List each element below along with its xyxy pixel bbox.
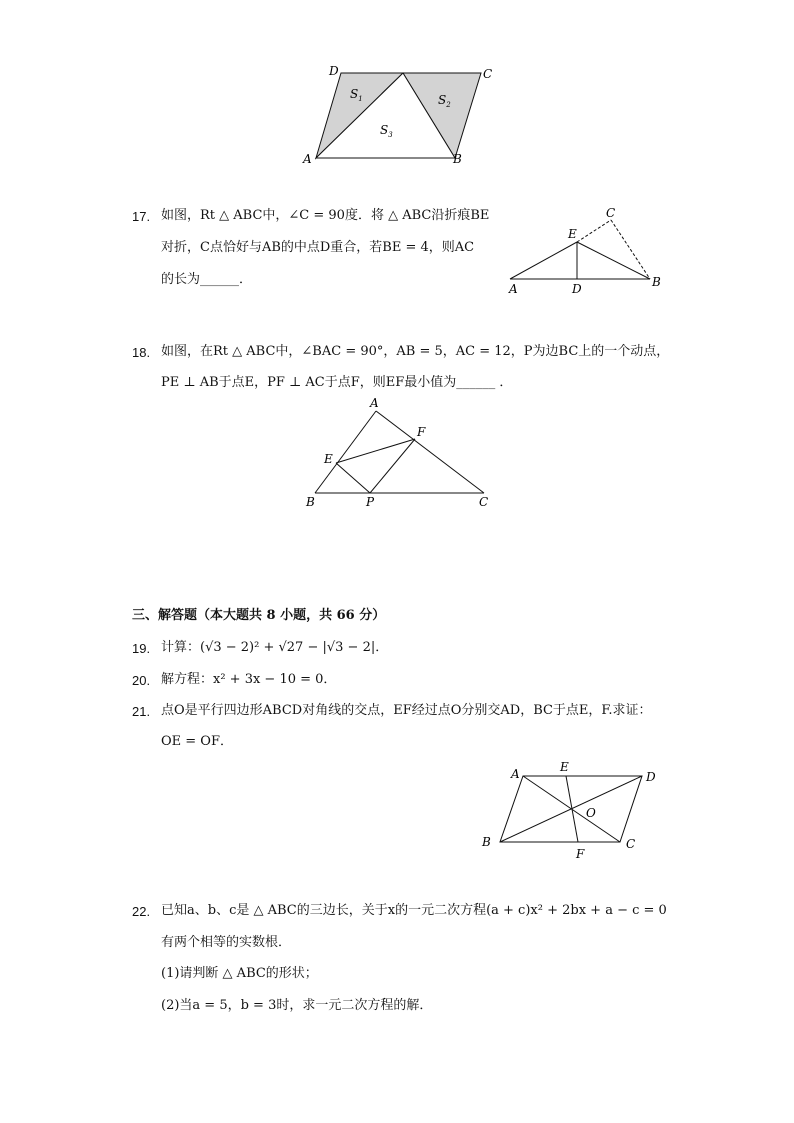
label-S2: $S_2$: [438, 93, 451, 109]
label-D: D: [572, 282, 582, 296]
q17-line1: 如图，Rt △ ABC中，∠C = 90度．将 △ ABC沿折痕BE: [161, 208, 490, 223]
section-heading: 三、解答题（本大题共 8 小题，共 66 分）: [132, 608, 386, 623]
label-P: P: [366, 495, 375, 509]
q22-line3: (1)请判断 △ ABC的形状；: [161, 966, 318, 981]
label-E: E: [560, 760, 569, 774]
q20-text: 解方程：x² + 3x − 10 = 0．: [161, 672, 337, 687]
label-A: A: [370, 396, 379, 410]
label-C: C: [483, 67, 493, 81]
label-E: E: [568, 227, 577, 241]
label-A: A: [303, 152, 312, 166]
q22-line2: 有两个相等的实数根．: [161, 935, 292, 950]
q22-line1: 已知a、b、c是 △ ABC的三边长，关于x的一元二次方程(a + c)x² + 2bx + a − c = 0: [161, 903, 667, 918]
q17-line3: 的长为______．: [161, 272, 253, 287]
figure-18: [298, 394, 498, 514]
q19-text: 计算：(√3 − 2)² + √27 − |√3 − 2|．: [161, 640, 389, 655]
label-B: B: [306, 495, 315, 509]
q22-line4: (2)当a = 5，b = 3时，求一元二次方程的解．: [161, 998, 433, 1013]
label-S3: $S_3$: [380, 123, 393, 139]
q22-number: 22.: [132, 904, 151, 919]
q18-line1: 如图，在Rt △ ABC中，∠BAC = 90°，AB = 5，AC = 12，P为边BC上的一个动点，: [161, 344, 670, 359]
figure-17: [500, 200, 670, 300]
label-B: B: [482, 835, 491, 849]
q21-line2: OE = OF．: [161, 734, 233, 749]
label-A: A: [509, 282, 518, 296]
q20-number: 20.: [132, 673, 151, 688]
q17-number: 17.: [132, 209, 151, 224]
label-S1: $S_1$: [350, 87, 363, 103]
label-D: D: [329, 64, 339, 78]
q19-number: 19.: [132, 641, 151, 656]
label-F: F: [576, 847, 585, 861]
figure-21: [478, 756, 668, 866]
q18-number: 18.: [132, 345, 151, 360]
figure-16: [296, 62, 506, 172]
label-F: F: [417, 425, 426, 439]
label-D: D: [646, 770, 656, 784]
q21-line1: 点O是平行四边形ABCD对角线的交点，EF经过点O分别交AD，BC于点E，F.求证：: [161, 703, 652, 718]
label-B: B: [453, 152, 462, 166]
label-E: E: [324, 452, 333, 466]
q21-number: 21.: [132, 704, 151, 719]
label-B: B: [652, 275, 661, 289]
q18-line2: PE ⊥ AB于点E，PF ⊥ AC于点F，则EF最小值为______ ．: [161, 375, 513, 390]
label-A: A: [511, 767, 520, 781]
label-C: C: [606, 206, 616, 220]
label-O: O: [586, 806, 596, 820]
label-C: C: [626, 837, 636, 851]
q17-line2: 对折，C点恰好与AB的中点D重合，若BE = 4，则AC: [161, 240, 475, 255]
label-C: C: [479, 495, 489, 509]
